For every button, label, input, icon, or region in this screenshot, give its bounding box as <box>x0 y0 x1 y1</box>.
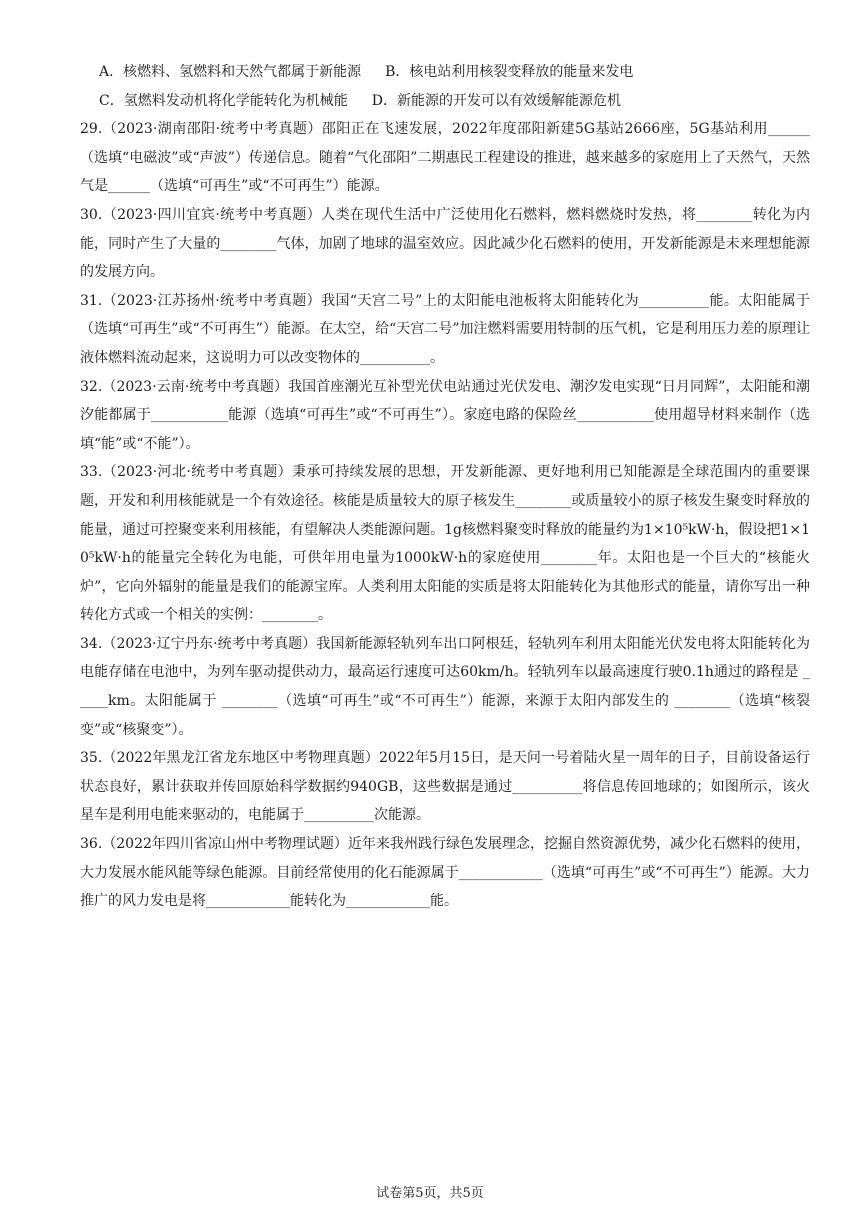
option-row <box>99 58 810 87</box>
page-footer: 试卷第5页，共5页 <box>376 1186 484 1201</box>
question-34: 34.（2023·辽宁丹东·统考中考真题）我国新能源轻轨列车出口阿根廷，轻轨列车利用太阳能光伏发电将太阳能转化为电能存储在电池中，为列车驱动提供动力，最高运行速度可达60km/h。轻轨列车以最高速度行驶0.1h通过的路程是 _____km。太阳能属于 ________（选填“可再生”或“不可再生”）能源，来源于太阳内部发生的 ________（选填“核裂变”或“核聚变”）。 <box>80 635 810 738</box>
question-33: 33.（2023·河北·统考中考真题）秉承可持续发展的思想，开发新能源、更好地利用已知能源是全球范围内的重要课题，开发和利用核能就是一个有效途径。核能是质量较大的原子核发生________或质量较小的原子核发生聚变时释放的能量，通过可控聚变来利用核能，有望解决人类能源问题。1g核燃料聚变时释放的能量约为1×10⁵kW·h，假设把1×10⁵kW·h的能量完全转化为电能，可供年用电量为1000kW·h的家庭使用________年。太阳也是一个巨大的“核能火炉”，它向外辐射的能量是我们的能源宝库。人类利用太阳能的实质是将太阳能转化为其他形式的能量，请你写出一种转化方式或一个相关的实例：________。 <box>80 464 810 624</box>
option-a: A．核燃料、氢燃料和天然气都属于新能源 <box>99 64 362 80</box>
option-c: C．氢燃料发动机将化学能转化为机械能 <box>99 92 348 109</box>
option-d: D．新能源的开发可以有效缓解能源危机 <box>371 92 621 109</box>
question-35: 35.（2022年黑龙江省龙东地区中考物理真题）2022年5月15日，是天问一号着陆火星一周年的日子，目前设备运行状态良好，累计获取并传回原始科学数据约940GB，这些数据是通过__________将信息传回地球的；如图所示，该火星车是利用电能来驱动的，电能属于__________次能源。 <box>80 750 810 824</box>
page-content <box>80 58 810 916</box>
question-29: 29.（2023·湖南邵阳·统考中考真题）邵阳正在飞速发展，2022年度邵阳新建5G基站2666座，5G基站利用______（选填“电磁波”或“声波”）传递信息。随着“气化邵阳”二期惠民工程建设的推进，越来越多的家庭用上了天然气，天然气是______（选填“可再生”或“不可再生”）能源。 <box>80 121 810 195</box>
option-row <box>99 87 810 116</box>
question-36: 36.（2022年四川省凉山州中考物理试题）近年来我州践行绿色发展理念，挖掘自然资源优势，减少化石燃料的使用，大力发展水能风能等绿色能源。目前经常使用的化石能源属于____________（选填“可再生”或“不可再生”）能源。大力推广的风力发电是将____________能转化为____________能。 <box>80 836 810 910</box>
option-b: B．核电站利用核裂变释放的能量来发电 <box>385 64 634 80</box>
question-32: 32.（2023·云南·统考中考真题）我国首座潮光互补型光伏电站通过光伏发电、潮汐发电实现“日月同辉”，太阳能和潮汐能都属于___________能源（选填“可再生”或“不可再生”）。家庭电路的保险丝___________使用超导材料来制作（选填“能”或“不能”）。 <box>80 378 810 452</box>
question-30: 30.（2023·四川宜宾·统考中考真题）人类在现代生活中广泛使用化石燃料，燃料燃烧时发热，将________转化为内能，同时产生了大量的________气体，加剧了地球的温室效应。因此减少化石燃料的使用，开发新能源是未来理想能源的发展方向。 <box>80 206 810 281</box>
question-31: 31.（2023·江苏扬州·统考中考真题）我国“天宫二号”上的太阳能电池板将太阳能转化为__________能。太阳能属于（选填“可再生”或“不可再生”）能源。在太空，给“天宫二号”加注燃料需要用特制的压气机，它是利用压力差的原理让液体燃料流动起来，这说明力可以改变物体的__________。 <box>80 292 810 366</box>
